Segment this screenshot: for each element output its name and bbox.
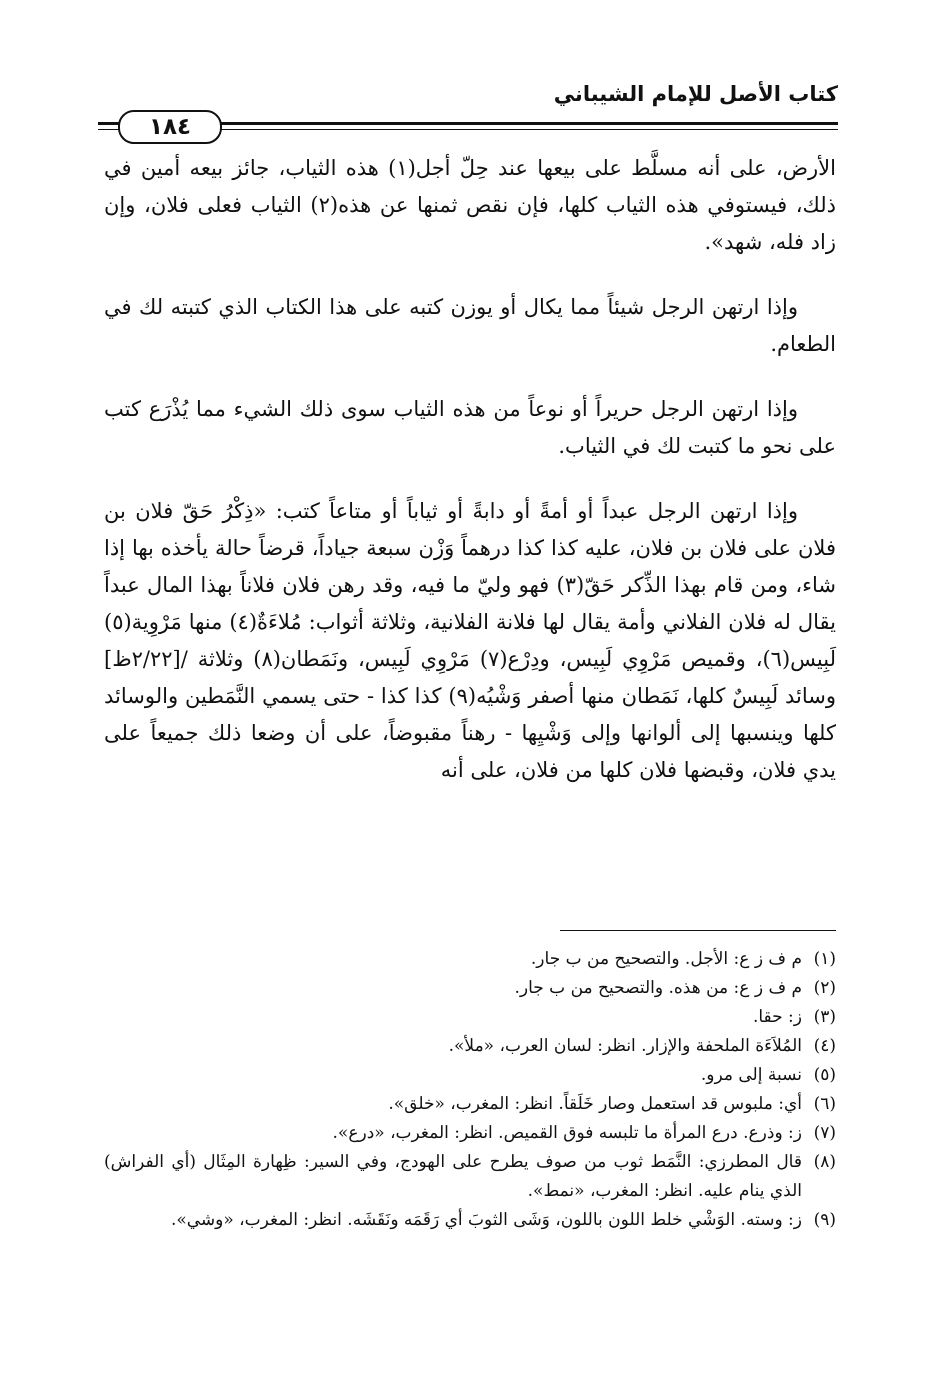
footnote — [104, 1032, 836, 1061]
footnote-number: (٩) — [813, 1210, 836, 1230]
footnote-text: المُلاَءَة الملحفة والإزار. انظر: لسان العرب، «ملأ». — [448, 1036, 802, 1056]
footnote-text: م ف ز ع: من هذه. والتصحيح من ب جار. — [514, 978, 802, 998]
footnote-number: (٥) — [813, 1065, 836, 1085]
footnote-number: (٨) — [813, 1152, 836, 1172]
footnote-number: (١) — [813, 949, 836, 969]
paragraph-3: وإذا ارتهن الرجل حريراً أو نوعاً من هذه الثياب سوى ذلك الشيء مما يُذْرَع كتب على نحو ما كتبت لك في الثياب. — [104, 397, 836, 458]
footnote-text: ز: حقا. — [752, 1007, 802, 1027]
footnote — [104, 1061, 836, 1090]
page-number: ١٨٤ — [118, 110, 222, 144]
book-title: كتاب الأصل للإمام الشيباني — [553, 82, 838, 106]
main-text — [104, 150, 836, 789]
paragraph-1: الأرض، على أنه مسلَّط على بيعها عند حِلّ أجل(١) هذه الثياب، جائز بيعه أمين في ذلك، فيستوفي هذه الثياب كلها، فإن نقص ثمنها عن هذه(٢) الثياب فعلى فلان، وإن زاد فله، شهد». — [104, 156, 837, 254]
footnote-divider — [560, 930, 836, 931]
footnote-text: ز: وذرع. درع المرأة ما تلبسه فوق القميص. انظر: المغرب، «درع». — [332, 1123, 802, 1143]
footnote — [104, 945, 836, 974]
footnote-text: ز: وسته. الوَشْي خلط اللون باللون، وَشَى الثوبَ أي رَقَمَه ونَقَشَه. انظر: المغرب، «وشي». — [170, 1210, 802, 1230]
page-header — [98, 72, 838, 142]
paragraph-2: وإذا ارتهن الرجل شيئاً مما يكال أو يوزن كتبه على هذا الكتاب الذي كتبته لك في الطعام. — [104, 295, 836, 356]
footnote-text: أي: ملبوس قد استعمل وصار خَلَقاً. انظر: المغرب، «خلق». — [388, 1094, 802, 1114]
footnote-text: قال المطرزي: النَّمَط ثوب من صوف يطرح على الهودج، وفي السير: ظِهارة المِثَال (أي الفراش) الذي ينام عليه. انظر: المغرب، «نمط». — [104, 1152, 802, 1201]
footnote-text: م ف ز ع: الأجل. والتصحيح من ب جار. — [530, 949, 802, 969]
footnote-number: (٣) — [813, 1007, 836, 1027]
footnote-number: (٤) — [813, 1036, 836, 1056]
footnote-number: (٢) — [813, 978, 836, 998]
footnote — [104, 974, 836, 1003]
footnotes — [104, 945, 836, 1235]
footnote-text: نسبة إلى مرو. — [700, 1065, 802, 1085]
paragraph-4: وإذا ارتهن الرجل عبداً أو أمةً أو دابةً أو ثياباً أو متاعاً كتب: «ذِكْرُ حَقّ فلان بن فلان على فلان بن فلان، عليه كذا كذا درهماً وَزْن سبعة جياداً، قرضاً حالة يأخذه بها إذا شاء، ومن قام بهذا الذِّكر حَقّ(٣) فهو وليّ ما فيه، وقد رهن فلان فلاناً بهذا المال عبداً يقال له فلان الفلاني وأمة يقال لها فلانة الفلانية، وثلاثة أثواب: مُلاءَةٌ(٤) منها مَرْوِية(٥) لَبِيس(٦)، وقميص مَرْوِي لَبِيس، ودِرْع(٧) مَرْوِي لَبِيس، ونَمَطان(٨) وثلاثة /[٢/٢٢ظ] وسائد لَبِيسٌ كلها، نَمَطان منها أصفر وَشْيُه(٩) كذا كذا - حتى يسمي النَّمَطين والوسائد كلها وينسبها إلى ألوانها وإلى وَشْيِها - رهناً مقبوضاً، على أن وضعا ذلك جميعاً على يدي فلان، وقبضها فلان كلها من فلان، على أنه — [104, 499, 836, 782]
footnote — [104, 1090, 836, 1119]
footnote-number: (٦) — [813, 1094, 836, 1114]
footnote-number: (٧) — [813, 1123, 836, 1143]
footnote — [104, 1148, 836, 1206]
footnote — [104, 1206, 836, 1235]
footnote — [104, 1119, 836, 1148]
footnote — [104, 1003, 836, 1032]
